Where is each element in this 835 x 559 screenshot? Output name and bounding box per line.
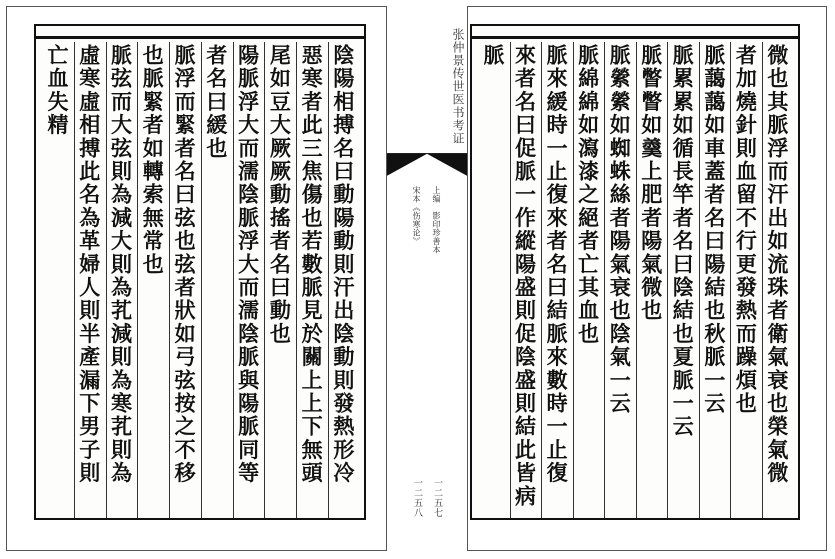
text-column: 陰陽相搏名曰動陽動則汗出陰動則發熱形冷	[328, 42, 358, 518]
text-column: 者名曰緩也	[201, 42, 231, 518]
text-column: 來者名曰促脈一作縱陽盛則促陰盛則結此皆病	[510, 42, 540, 518]
page-number-right: 一二五七	[432, 478, 442, 518]
fishtail-mark	[387, 154, 467, 176]
text-column: 微也其脈浮而汗出如流珠者衛氣衰也榮氣微	[762, 42, 792, 518]
text-column: 脈藹藹如車蓋者名曰陽結也秋脈一云	[699, 42, 729, 518]
text-column: 也脈緊者如轉索無常也	[137, 42, 167, 518]
text-columns	[36, 42, 364, 518]
text-column: 虛寒虛相搏此名為革婦人則半產漏下男子則	[74, 42, 104, 518]
text-column: 脈綿綿如瀉漆之絕者亡其血也	[573, 42, 603, 518]
right-book-page	[470, 24, 800, 520]
text-column: 脈縈縈如蜘蛛絲者陽氣衰也陰氣一云	[604, 42, 634, 518]
center-gutter	[386, 6, 468, 551]
text-column: 脈弦而大弦則為減大則為芤減則為寒芤則為	[106, 42, 136, 518]
text-column: 脈浮而緊者名曰弦也弦者狀如弓弦按之不移	[169, 42, 199, 518]
book-label: 宋本《伤寒论》	[412, 186, 421, 246]
text-column: 脈來緩時一止復來者名曰結脈來數時一止復	[541, 42, 571, 518]
volume-label: 上编 影印珍善本	[432, 186, 441, 254]
text-column: 惡寒者此三焦傷也若數脈見於關上上下無頭	[296, 42, 326, 518]
top-rule	[36, 36, 364, 39]
left-book-page	[34, 24, 366, 520]
text-column: 陽脈浮大而濡陰脈浮大而濡陰脈與陽脈同等	[233, 42, 263, 518]
text-columns	[472, 42, 798, 518]
top-rule	[472, 36, 798, 39]
page-number-left: 一二五八	[412, 478, 422, 518]
text-column: 脈瞥瞥如羹上肥者陽氣微也	[636, 42, 666, 518]
text-column: 脈累累如循長竿者名曰陰結也夏脈一云	[667, 42, 697, 518]
series-title: 张仲景传世医书考证	[451, 28, 465, 145]
text-column: 脈	[481, 44, 506, 68]
text-column: 者加燒針則血留不行更發熱而躁煩也	[730, 42, 760, 518]
text-column: 亡血失精	[45, 44, 70, 137]
text-column: 尾如豆大厥厥動搖者名曰動也	[264, 42, 294, 518]
